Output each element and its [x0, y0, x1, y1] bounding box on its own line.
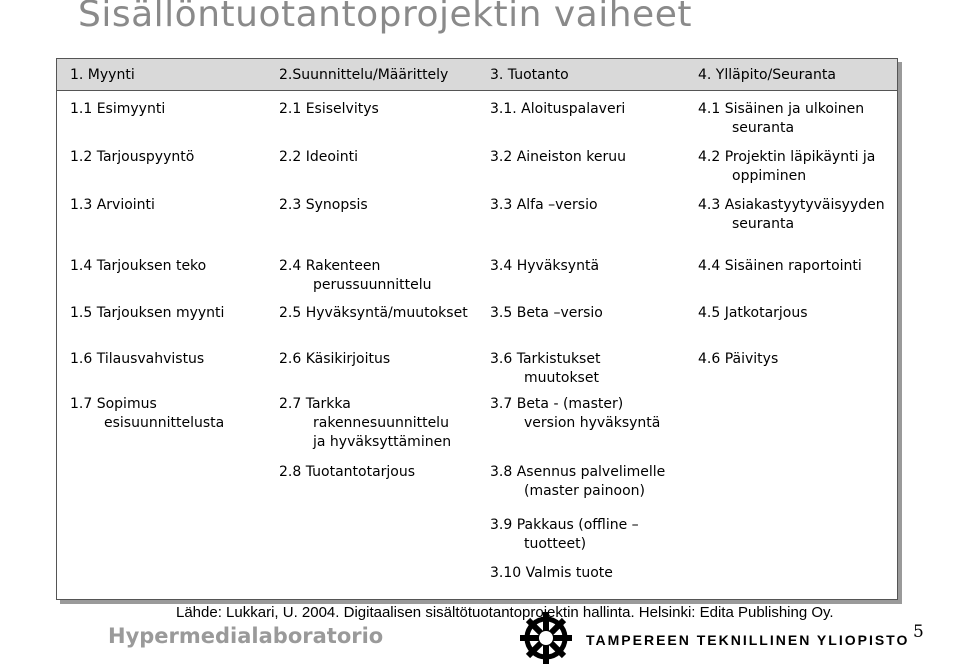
phase-cell [698, 350, 778, 369]
phase-cell [279, 257, 431, 295]
phase-label: 1.2 Tarjouspyyntö [70, 149, 195, 165]
phase-label: 4.1 Sisäinen ja ulkoinen [698, 101, 865, 117]
phase-cell [698, 257, 862, 276]
phase-cell [490, 196, 598, 215]
phase-cell [490, 350, 600, 388]
phase-cell [490, 395, 660, 433]
slide-title: Sisällöntuotantoprojektin vaiheet [78, 0, 692, 35]
phase-label: 2.8 Tuotantotarjous [279, 464, 416, 480]
phase-cell [279, 395, 451, 452]
header-myynti: 1. Myynti [70, 67, 135, 83]
phase-label: 1.7 Sopimus [70, 396, 157, 412]
phase-label: 3.10 Valmis tuote [490, 565, 613, 581]
phase-cell [698, 304, 808, 323]
phase-label: 2.3 Synopsis [279, 197, 368, 213]
phase-cell [490, 148, 626, 167]
phase-label: 3.4 Hyväksyntä [490, 258, 600, 274]
phase-cell [490, 257, 599, 276]
phase-label: 3.9 Pakkaus (offline – [490, 517, 639, 533]
phase-label: 2.4 Rakenteen [279, 258, 381, 274]
phase-cell [698, 100, 864, 138]
phase-label-continuation: tuotteet) [524, 536, 587, 552]
phase-label: 4.2 Projektin läpikäynti ja [698, 149, 876, 165]
phase-label: 3.5 Beta –versio [490, 305, 603, 321]
phase-label: 4.4 Sisäinen raportointi [698, 258, 862, 274]
table-header [57, 59, 897, 91]
phase-label: 3.8 Asennus palvelimelle [490, 464, 666, 480]
phase-cell [70, 395, 224, 433]
header-yllapito: 4. Ylläpito/Seuranta [698, 67, 836, 83]
phase-table [56, 58, 898, 600]
phase-cell [70, 100, 165, 119]
phase-label-continuation: oppiminen [732, 168, 807, 184]
phase-label: 3.6 Tarkistukset [490, 351, 601, 367]
phase-label: 1.1 Esimyynti [70, 101, 166, 117]
phase-cell [279, 148, 358, 167]
page-number: 5 [913, 622, 924, 642]
phase-label-continuation: (master painoon) [524, 483, 645, 499]
phase-label: 3.2 Aineiston keruu [490, 149, 626, 165]
phase-label: 2.2 Ideointi [279, 149, 359, 165]
phase-cell [70, 304, 224, 323]
phase-label: 1.5 Tarjouksen myynti [70, 305, 225, 321]
phase-cell [279, 196, 368, 215]
header-suunnittelu: 2.Suunnittelu/Määrittely [279, 67, 449, 83]
phase-cell [490, 516, 639, 554]
phase-label-continuation: version hyväksyntä [524, 415, 661, 431]
phase-cell [279, 100, 379, 119]
university-name: TAMPEREEN TEKNILLINEN YLIOPISTO [586, 632, 910, 648]
phase-label: 1.4 Tarjouksen teko [70, 258, 207, 274]
phase-cell [490, 304, 603, 323]
phase-label-continuation: seuranta [732, 216, 795, 232]
university-logo-icon [520, 608, 572, 664]
phase-cell [70, 196, 155, 215]
phase-cell [279, 350, 390, 369]
phase-label: 2.6 Käsikirjoitus [279, 351, 391, 367]
phase-label-continuation: perussuunnittelu [313, 277, 432, 293]
phase-cell [70, 257, 206, 276]
phase-label: 4.3 Asiakastyytyväisyyden [698, 197, 885, 213]
phase-label-continuation: seuranta [732, 120, 795, 136]
phase-label: 3.1. Aloituspalaveri [490, 101, 626, 117]
phase-cell [698, 148, 875, 186]
source-citation: Lähde: Lukkari, U. 2004. Digitaalisen sisältötuotantoprojektin hallinta. Helsinki: Edita Publishing Oy. [176, 604, 834, 621]
phase-label: 2.7 Tarkka [279, 396, 351, 412]
phase-label: 2.5 Hyväksyntä/muutokset [279, 305, 468, 321]
phase-label: 4.6 Päivitys [698, 351, 779, 367]
phase-label: 3.3 Alfa –versio [490, 197, 598, 213]
phase-label: 1.6 Tilausvahvistus [70, 351, 205, 367]
phase-cell [490, 100, 625, 119]
phase-label-continuation: muutokset [524, 370, 599, 386]
phase-cell [490, 463, 665, 501]
phase-cell [490, 564, 613, 583]
phase-label: 2.1 Esiselvitys [279, 101, 379, 117]
phase-cell [70, 350, 204, 369]
header-tuotanto: 3. Tuotanto [490, 67, 569, 83]
phase-label-continuation: ja hyväksyttäminen [313, 434, 452, 450]
phase-cell [698, 196, 885, 234]
phase-label: 4.5 Jatkotarjous [698, 305, 808, 321]
phase-cell [70, 148, 194, 167]
phase-label-continuation: esisuunnittelusta [104, 415, 225, 431]
phase-label-continuation: rakennesuunnittelu [313, 415, 449, 431]
brand-name: Hypermedialaboratorio [108, 624, 384, 648]
phase-label: 1.3 Arviointi [70, 197, 155, 213]
phase-cell [279, 463, 415, 482]
phase-label: 3.7 Beta - (master) [490, 396, 624, 412]
phase-cell [279, 304, 468, 323]
